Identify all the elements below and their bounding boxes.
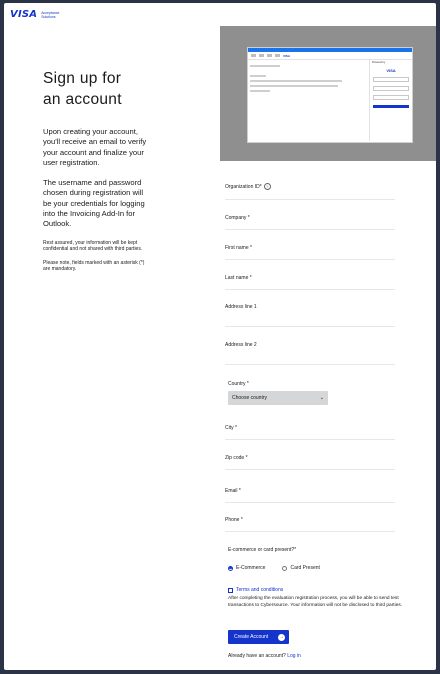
preview-toolbar-icon (275, 54, 280, 57)
outlook-addin-preview-image (220, 26, 436, 161)
signup-page (4, 3, 436, 670)
address-line-2-input[interactable] (225, 352, 395, 360)
email-input[interactable] (225, 498, 395, 506)
first-name-input[interactable] (225, 255, 395, 263)
preview-pane-header: Powered by (372, 61, 386, 64)
city-input[interactable] (225, 435, 395, 443)
arrow-right-icon: → (279, 633, 284, 640)
title-line-1: Sign up for (43, 70, 122, 87)
login-row (228, 653, 301, 659)
terms-checkbox[interactable] (228, 588, 233, 593)
ecommerce-radio[interactable] (228, 566, 233, 571)
title-line-2: an account (43, 91, 122, 108)
preview-text-line (250, 65, 280, 67)
help-icon[interactable]: ? (264, 183, 271, 190)
preview-mail-body (250, 62, 368, 95)
last-name-input[interactable] (225, 285, 395, 293)
address-line-2-field (225, 342, 395, 365)
create-account-button[interactable] (228, 630, 289, 644)
preview-text-line (250, 85, 338, 87)
email-field (225, 488, 395, 503)
terms-row (228, 587, 283, 593)
zip-code-label: Zip code * (225, 455, 248, 461)
email-label: Email * (225, 488, 241, 494)
preview-pane-field (373, 95, 409, 100)
brand-subtitle: Acceptance Solutions (41, 10, 60, 19)
intro-paragraph-credentials: The username and password chosen during registration will be your credentials for logging into the Invoicing Add-In for Outlook. (43, 178, 145, 229)
address-line-1-label: Address line 1 (225, 304, 257, 310)
chevron-down-icon: ⌄ (319, 395, 324, 401)
company-input[interactable] (225, 225, 395, 233)
preview-pane-button (373, 105, 409, 108)
login-link[interactable]: Log in (287, 653, 301, 659)
login-prompt: Already have an account? (228, 653, 286, 659)
visa-logo[interactable]: VISA (10, 9, 38, 20)
organization-id-field (225, 183, 395, 200)
channel-question-label: E-commerce or card present?* (228, 547, 297, 553)
preview-text-line (250, 75, 266, 77)
address-line-1-field (225, 304, 395, 327)
city-field (225, 425, 395, 440)
address-line-2-label: Address line 2 (225, 342, 257, 348)
preview-toolbar-visa: VISA (283, 53, 291, 58)
mandatory-fields-note: Please note, fields marked with an asterisk (*) are mandatory. (43, 259, 145, 273)
zip-code-field (225, 455, 395, 470)
country-select[interactable] (228, 391, 328, 405)
preview-pane-field (373, 77, 409, 82)
first-name-label: First name * (225, 245, 252, 251)
preview-pane-field (373, 86, 409, 91)
card-present-radio[interactable] (282, 566, 287, 571)
channel-radio-group (228, 565, 320, 571)
preview-toolbar-icon (267, 54, 272, 57)
organization-id-label-text: Organization ID* (225, 183, 262, 190)
phone-field (225, 517, 395, 532)
preview-addin-pane (369, 60, 412, 141)
intro-paragraph-verify: Upon creating your account, you'll receive an email to verify your account and finalize your user registration. (43, 127, 147, 167)
card-present-radio-label[interactable]: Card Present (290, 565, 320, 571)
last-name-field (225, 275, 395, 290)
last-name-label: Last name * (225, 275, 252, 281)
phone-label: Phone * (225, 517, 243, 523)
ecommerce-radio-label[interactable]: E-Commerce (236, 565, 266, 571)
intro-section (43, 68, 151, 273)
preview-toolbar (248, 52, 412, 60)
preview-toolbar-icon (259, 54, 264, 57)
terms-link[interactable]: Terms and conditions (236, 587, 284, 593)
first-name-field (225, 245, 395, 260)
country-label: Country * (228, 381, 249, 387)
brand-header (10, 9, 67, 20)
city-label: City * (225, 425, 237, 431)
preview-pane-logo: VISA (386, 68, 396, 73)
company-field (225, 215, 395, 230)
country-selected-value: Choose country (232, 395, 268, 401)
preview-app-window (247, 47, 413, 143)
organization-id-label (225, 183, 395, 190)
company-label: Company * (225, 215, 250, 221)
page-title (43, 68, 151, 110)
preview-text-line (250, 80, 342, 82)
preview-toolbar-icon (251, 54, 256, 57)
preview-text-line (250, 90, 270, 92)
phone-input[interactable] (225, 527, 395, 535)
evaluation-disclaimer: After completing the evaluation registration process, you will be able to send test transactions to Cybersource. Your information will not be disclosed to third parties. (228, 596, 403, 608)
address-line-1-input[interactable] (225, 314, 395, 322)
create-account-label: Create Account (234, 634, 269, 640)
confidentiality-note: Rest assured, your information will be kept confidential and not shared with third parties. (43, 239, 143, 253)
zip-code-input[interactable] (225, 465, 395, 473)
